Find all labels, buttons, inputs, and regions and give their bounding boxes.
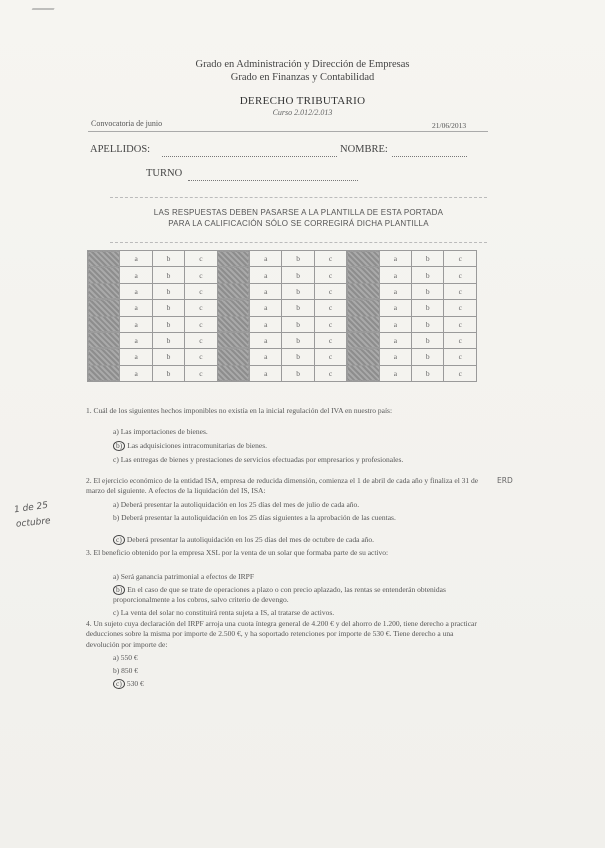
apellidos-label: APELLIDOS:	[90, 144, 151, 155]
question-number-cell	[347, 332, 379, 348]
subject-title: DERECHO TRIBUTARIO	[239, 95, 366, 107]
answer-circle: c)	[113, 679, 125, 689]
answer-option-cell[interactable]: b	[152, 251, 184, 267]
answer-option-cell[interactable]: b	[282, 300, 314, 316]
answer-option-cell[interactable]: a	[250, 349, 282, 365]
question-4-option-c-text: 530 €	[126, 679, 144, 688]
question-number-cell	[217, 365, 249, 381]
answer-option-cell[interactable]: b	[282, 332, 314, 348]
question-3-option-b[interactable]	[113, 585, 485, 605]
header-rule	[88, 131, 488, 132]
answer-option-cell[interactable]: a	[250, 267, 282, 283]
turno-line[interactable]	[188, 180, 358, 181]
question-number-cell	[88, 251, 120, 267]
answer-grid-row	[88, 300, 477, 316]
answer-option-cell[interactable]: a	[379, 267, 411, 283]
answer-grid-row	[88, 349, 477, 365]
question-number-cell	[88, 349, 120, 365]
question-number-cell	[347, 251, 379, 267]
answer-circle: b)	[113, 441, 125, 451]
answer-option-cell[interactable]: a	[120, 332, 152, 348]
question-1-option-b-text: Las adquisiciones intracomunitarias de bienes.	[127, 441, 267, 450]
answer-option-cell[interactable]: c	[444, 332, 477, 348]
answer-option-cell[interactable]: a	[120, 365, 152, 381]
answer-option-cell[interactable]: b	[412, 267, 444, 283]
question-1-text: 1. Cuál de los siguientes hechos imponibles no existía en la inicial regulación del IVA en nuestro país:	[86, 406, 393, 415]
answer-option-cell[interactable]: a	[379, 300, 411, 316]
answer-option-cell[interactable]: b	[412, 316, 444, 332]
question-number-cell	[88, 365, 120, 381]
answer-option-cell[interactable]: a	[250, 283, 282, 299]
question-3-option-c[interactable]: c) La venta del solar no constituirá renta sujeta a IS, al tratarse de activos.	[113, 608, 335, 617]
question-2-option-a[interactable]: a) Deberá presentar la autoliquidación en los 25 días del mes de julio de cada año.	[113, 500, 360, 509]
answer-option-cell[interactable]: c	[185, 267, 217, 283]
question-4-option-c[interactable]	[113, 679, 144, 689]
question-4-option-a[interactable]: a) 550 €	[113, 653, 138, 662]
answer-option-cell[interactable]: a	[250, 365, 282, 381]
answer-option-cell[interactable]: a	[379, 316, 411, 332]
answer-option-cell[interactable]: a	[120, 267, 152, 283]
question-number-cell	[217, 283, 249, 299]
question-number-cell	[88, 283, 120, 299]
answer-option-cell[interactable]: c	[314, 283, 346, 299]
question-number-cell	[217, 251, 249, 267]
question-2-text: 2. El ejercicio económico de la entidad ISA, empresa de reducida dimensión, comienza el 1 de abril de cada año y finaliza el 31 de marzo del siguiente. A efectos de la liquidación del IS, ISA:	[86, 476, 479, 496]
question-number-cell	[217, 316, 249, 332]
answer-option-cell[interactable]: b	[152, 300, 184, 316]
question-number-cell	[88, 267, 120, 283]
turno-label: TURNO	[146, 168, 183, 179]
answer-option-cell[interactable]: c	[314, 316, 346, 332]
question-number-cell	[217, 300, 249, 316]
answer-option-cell[interactable]: b	[282, 251, 314, 267]
course-year: Curso 2.012/2.013	[272, 108, 333, 117]
question-3-text: 3. El beneficio obtenido por la empresa XSL por la venta de un solar que formaba parte de su activo:	[86, 548, 389, 557]
answer-option-cell[interactable]: b	[412, 349, 444, 365]
answer-option-cell[interactable]: b	[412, 251, 444, 267]
answer-option-cell[interactable]: b	[152, 316, 184, 332]
notice-line-2: PARA LA CALIFICACIÓN SÓLO SE CORREGIRÁ DICHA PLANTILLA	[168, 219, 429, 228]
question-number-cell	[347, 300, 379, 316]
answer-option-cell[interactable]: c	[444, 365, 477, 381]
question-number-cell	[347, 283, 379, 299]
answer-option-cell[interactable]: a	[379, 251, 411, 267]
question-number-cell	[88, 332, 120, 348]
question-1-option-c[interactable]: c) Las entregas de bienes y prestaciones de servicios efectuadas por empresarios y profesionales.	[113, 455, 404, 464]
exam-date: 21/06/2013	[432, 121, 467, 130]
answer-circle: b)	[113, 585, 125, 595]
handwritten-note-1: 1 de 25	[13, 500, 49, 516]
answer-option-cell[interactable]: b	[152, 332, 184, 348]
answer-option-cell[interactable]: c	[185, 365, 217, 381]
question-number-cell	[347, 349, 379, 365]
answer-option-cell[interactable]: c	[444, 300, 477, 316]
answer-option-cell[interactable]: a	[250, 316, 282, 332]
answer-grid-row	[88, 316, 477, 332]
question-number-cell	[347, 365, 379, 381]
question-number-cell	[347, 267, 379, 283]
answer-option-cell[interactable]: c	[185, 283, 217, 299]
question-number-cell	[347, 316, 379, 332]
answer-option-cell[interactable]: b	[282, 349, 314, 365]
answer-option-cell[interactable]: c	[444, 267, 477, 283]
question-1-option-a[interactable]: a) Las importaciones de bienes.	[113, 427, 208, 436]
question-3-option-a[interactable]: a) Será ganancia patrimonial a efectos de IRPF	[113, 572, 254, 581]
answer-option-cell[interactable]: c	[444, 349, 477, 365]
answer-option-cell[interactable]: b	[282, 365, 314, 381]
notice-bottom-rule	[110, 242, 487, 243]
answer-option-cell[interactable]: c	[185, 316, 217, 332]
answer-grid-row	[88, 365, 477, 381]
nombre-label: NOMBRE:	[340, 144, 388, 155]
handwritten-side-note: ERD	[497, 476, 513, 485]
answer-option-cell[interactable]: a	[120, 349, 152, 365]
answer-option-cell[interactable]: b	[152, 283, 184, 299]
question-number-cell	[88, 316, 120, 332]
question-1-option-b[interactable]	[113, 441, 267, 451]
answer-option-cell[interactable]: c	[444, 283, 477, 299]
answer-option-cell[interactable]: c	[314, 251, 346, 267]
answer-option-cell[interactable]: c	[185, 349, 217, 365]
answer-option-cell[interactable]: c	[314, 365, 346, 381]
answer-option-cell[interactable]: a	[379, 349, 411, 365]
answer-option-cell[interactable]: c	[314, 300, 346, 316]
answer-circle: c)	[113, 535, 125, 545]
nombre-line[interactable]	[392, 156, 467, 157]
answer-option-cell[interactable]: c	[314, 349, 346, 365]
answer-option-cell[interactable]: c	[185, 300, 217, 316]
answer-option-cell[interactable]: b	[412, 300, 444, 316]
handwritten-note-2: octubre	[15, 516, 52, 530]
answer-option-cell[interactable]: a	[120, 316, 152, 332]
answer-option-cell[interactable]: a	[120, 300, 152, 316]
answer-option-cell[interactable]: c	[185, 251, 217, 267]
question-3-option-b-text: En el caso de que se trate de operaciones a plazo o con precio aplazado, las rentas se entenderán obtenidas proporcionalmente a los cobros, salvo criterio de devengo.	[113, 585, 446, 604]
answer-grid-row	[88, 251, 477, 267]
question-4-text: 4. Un sujeto cuya declaración del IRPF arroja una cuota íntegra general de 4.200 € y del ahorro de 1.200, tiene derecho a practicar deducciones sobre la misma por importe de 2.500 €, y ha soportado retenciones por importe de 530 €. Tiene derecho a una devolución por importe de:	[86, 619, 477, 649]
university-line-1: Grado en Administración y Dirección de Empresas	[195, 59, 410, 70]
answer-grid-row	[88, 332, 477, 348]
question-number-cell	[217, 332, 249, 348]
answer-option-cell[interactable]: a	[379, 283, 411, 299]
question-number-cell	[217, 267, 249, 283]
question-2-option-c-text: Deberá presentar la autoliquidación en los 25 días del mes de octubre de cada año.	[126, 535, 375, 544]
answer-option-cell[interactable]: a	[379, 332, 411, 348]
answer-option-cell[interactable]: b	[152, 349, 184, 365]
answer-option-cell[interactable]: c	[314, 332, 346, 348]
answer-option-cell[interactable]: b	[282, 283, 314, 299]
answer-option-cell[interactable]: b	[152, 365, 184, 381]
scan-mark	[32, 0, 59, 10]
answer-option-cell[interactable]: a	[120, 283, 152, 299]
answer-option-cell[interactable]: a	[250, 300, 282, 316]
answer-option-cell[interactable]: c	[314, 267, 346, 283]
answer-option-cell[interactable]: b	[282, 316, 314, 332]
answer-option-cell[interactable]: b	[412, 283, 444, 299]
notice-line-1: LAS RESPUESTAS DEBEN PASARSE A LA PLANTILLA DE ESTA PORTADA	[153, 208, 444, 217]
answer-option-cell[interactable]: b	[282, 267, 314, 283]
answer-option-cell[interactable]: a	[250, 332, 282, 348]
answer-option-cell[interactable]: c	[444, 251, 477, 267]
question-2-option-b[interactable]: b) Deberá presentar la autoliquidación en los 25 días siguientes a la aprobación de las cuentas.	[113, 513, 396, 522]
answer-option-cell[interactable]: c	[444, 316, 477, 332]
answer-option-cell[interactable]: b	[412, 332, 444, 348]
apellidos-line[interactable]	[162, 156, 337, 157]
answer-option-cell[interactable]: a	[379, 365, 411, 381]
question-4-option-b[interactable]: b) 850 €	[113, 666, 138, 675]
answer-grid-row	[88, 283, 477, 299]
answer-option-cell[interactable]: a	[120, 251, 152, 267]
answer-option-cell[interactable]: b	[412, 365, 444, 381]
answer-grid	[87, 250, 477, 382]
convocatoria: Convocatoria de junio	[91, 119, 163, 128]
answer-grid-row	[88, 267, 477, 283]
question-number-cell	[88, 300, 120, 316]
question-number-cell	[217, 349, 249, 365]
answer-option-cell[interactable]: a	[250, 251, 282, 267]
university-line-2: Grado en Finanzas y Contabilidad	[230, 72, 375, 83]
answer-option-cell[interactable]: b	[152, 267, 184, 283]
notice-top-rule	[110, 197, 487, 198]
answer-option-cell[interactable]: c	[185, 332, 217, 348]
question-2-option-c[interactable]	[113, 535, 485, 545]
